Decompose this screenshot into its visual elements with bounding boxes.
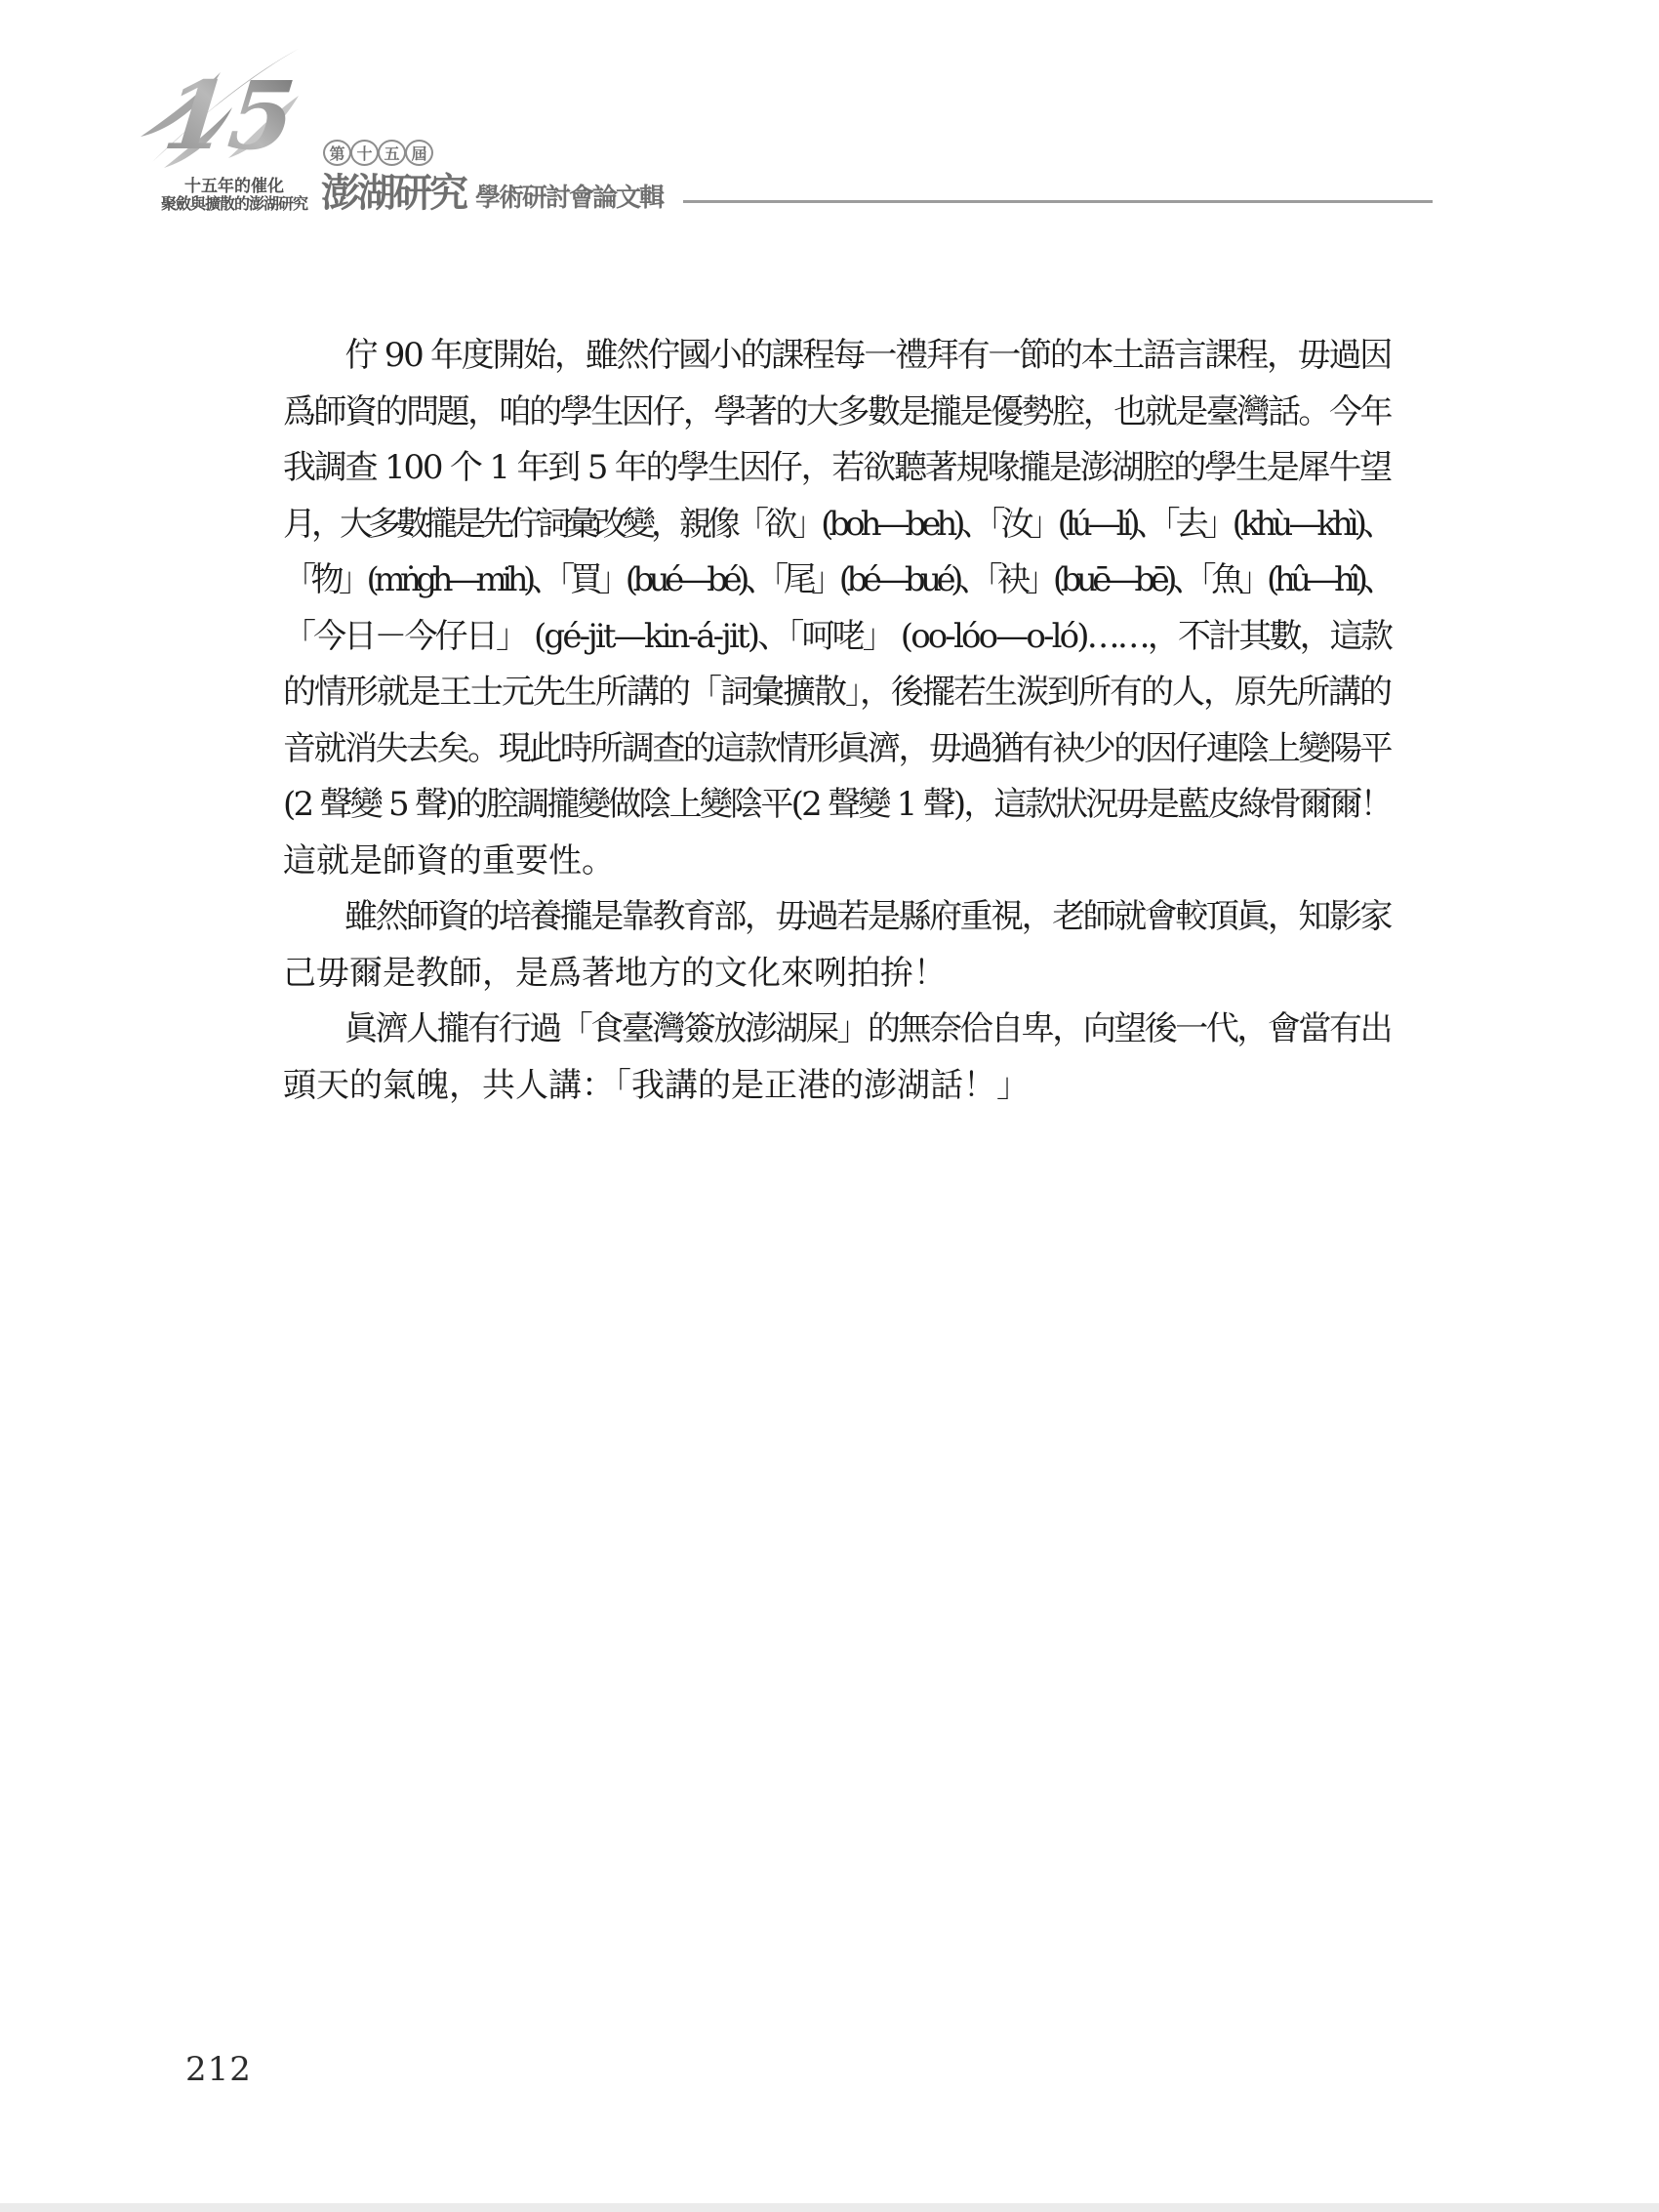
text-line: 的情形就是王士元先生所講的「詞彙擴散」，後擺若生湠到所有的人，原先所講的 (283, 673, 1391, 712)
text-line: (2 聲變 5 聲)的腔調攏變做陰上變陰平(2 聲變 1 聲)，這款狀況毋是藍皮綠骨爾爾！ (283, 785, 1391, 824)
text-line: 「物」(mṅgh—mih)、「買」(bué—bé)、「尾」(bé—bué)、「袂」(buē—bē)、「魚」(hû—hî)、 (283, 560, 1391, 599)
header-rule-line (683, 200, 1433, 203)
text-line: 我調查 100 个 1 年到 5 年的學生因仔，若欲聽著規喙攏是澎湖腔的學生是犀牛望 (283, 448, 1391, 487)
proceedings-title: 澎湖研究 (321, 170, 465, 216)
proceedings-subtitle: 學術研討會論文輯 (475, 184, 664, 213)
edition-circle-char: 十 (350, 140, 379, 166)
logo-tagline-line2: 聚斂與擴散的澎湖研究 (160, 194, 307, 213)
svg-text:15: 15 (158, 61, 301, 171)
text-line: 頭天的氣魄，共人講：「我講的是正港的澎湖話！」 (283, 1065, 1030, 1105)
page-number: 212 (185, 2050, 252, 2089)
text-line: 爲師資的問題，咱的學生因仔，學著的大多數是攏是優勢腔，也就是臺灣話。今年 (283, 391, 1391, 431)
text-line: 這就是師資的重要性。 (283, 840, 615, 881)
text-line: 己毋爾是教師，是爲著地方的文化來咧拍拚！ (283, 953, 947, 993)
edition-circle-char: 屆 (405, 140, 433, 166)
text-line: 雖然師資的培養攏是靠教育部，毋過若是縣府重視，老師就會較頂眞，知影家 (283, 897, 1391, 936)
text-line: 音就消失去矣。現此時所調查的這款情形眞濟，毋過猶有袂少的因仔連陰上變陽平 (283, 728, 1391, 768)
text-line: 佇 90 年度開始，雖然佇國小的課程每一禮拜有一節的本土語言課程，毋過因 (283, 336, 1391, 375)
edition-circle-char: 五 (378, 140, 406, 166)
scan-edge-strip (0, 2203, 1659, 2212)
text-line: 「今日－今仔日」 (gé-jit—kin-á-jit)、「呵咾」 (oo-lóo—o-ló)……，不計其數，這款 (283, 616, 1391, 656)
text-line: 月，大多數攏是先佇詞彙改變，親像「欲」(boh—beh)、「汝」(lú—lí)、「去」(khù—khì)、 (283, 504, 1391, 544)
header-title-row (321, 162, 663, 218)
logo-tagline-line1: 十五年的催化 (184, 177, 284, 196)
edition-circle-char: 第 (323, 140, 351, 166)
article-body (283, 328, 1391, 1114)
anniversary-15-logo (135, 43, 315, 175)
text-line: 眞濟人攏有行過「食臺灣簽放澎湖屎」的無奈佮自卑，向望後一代，會當有出 (283, 1009, 1391, 1048)
